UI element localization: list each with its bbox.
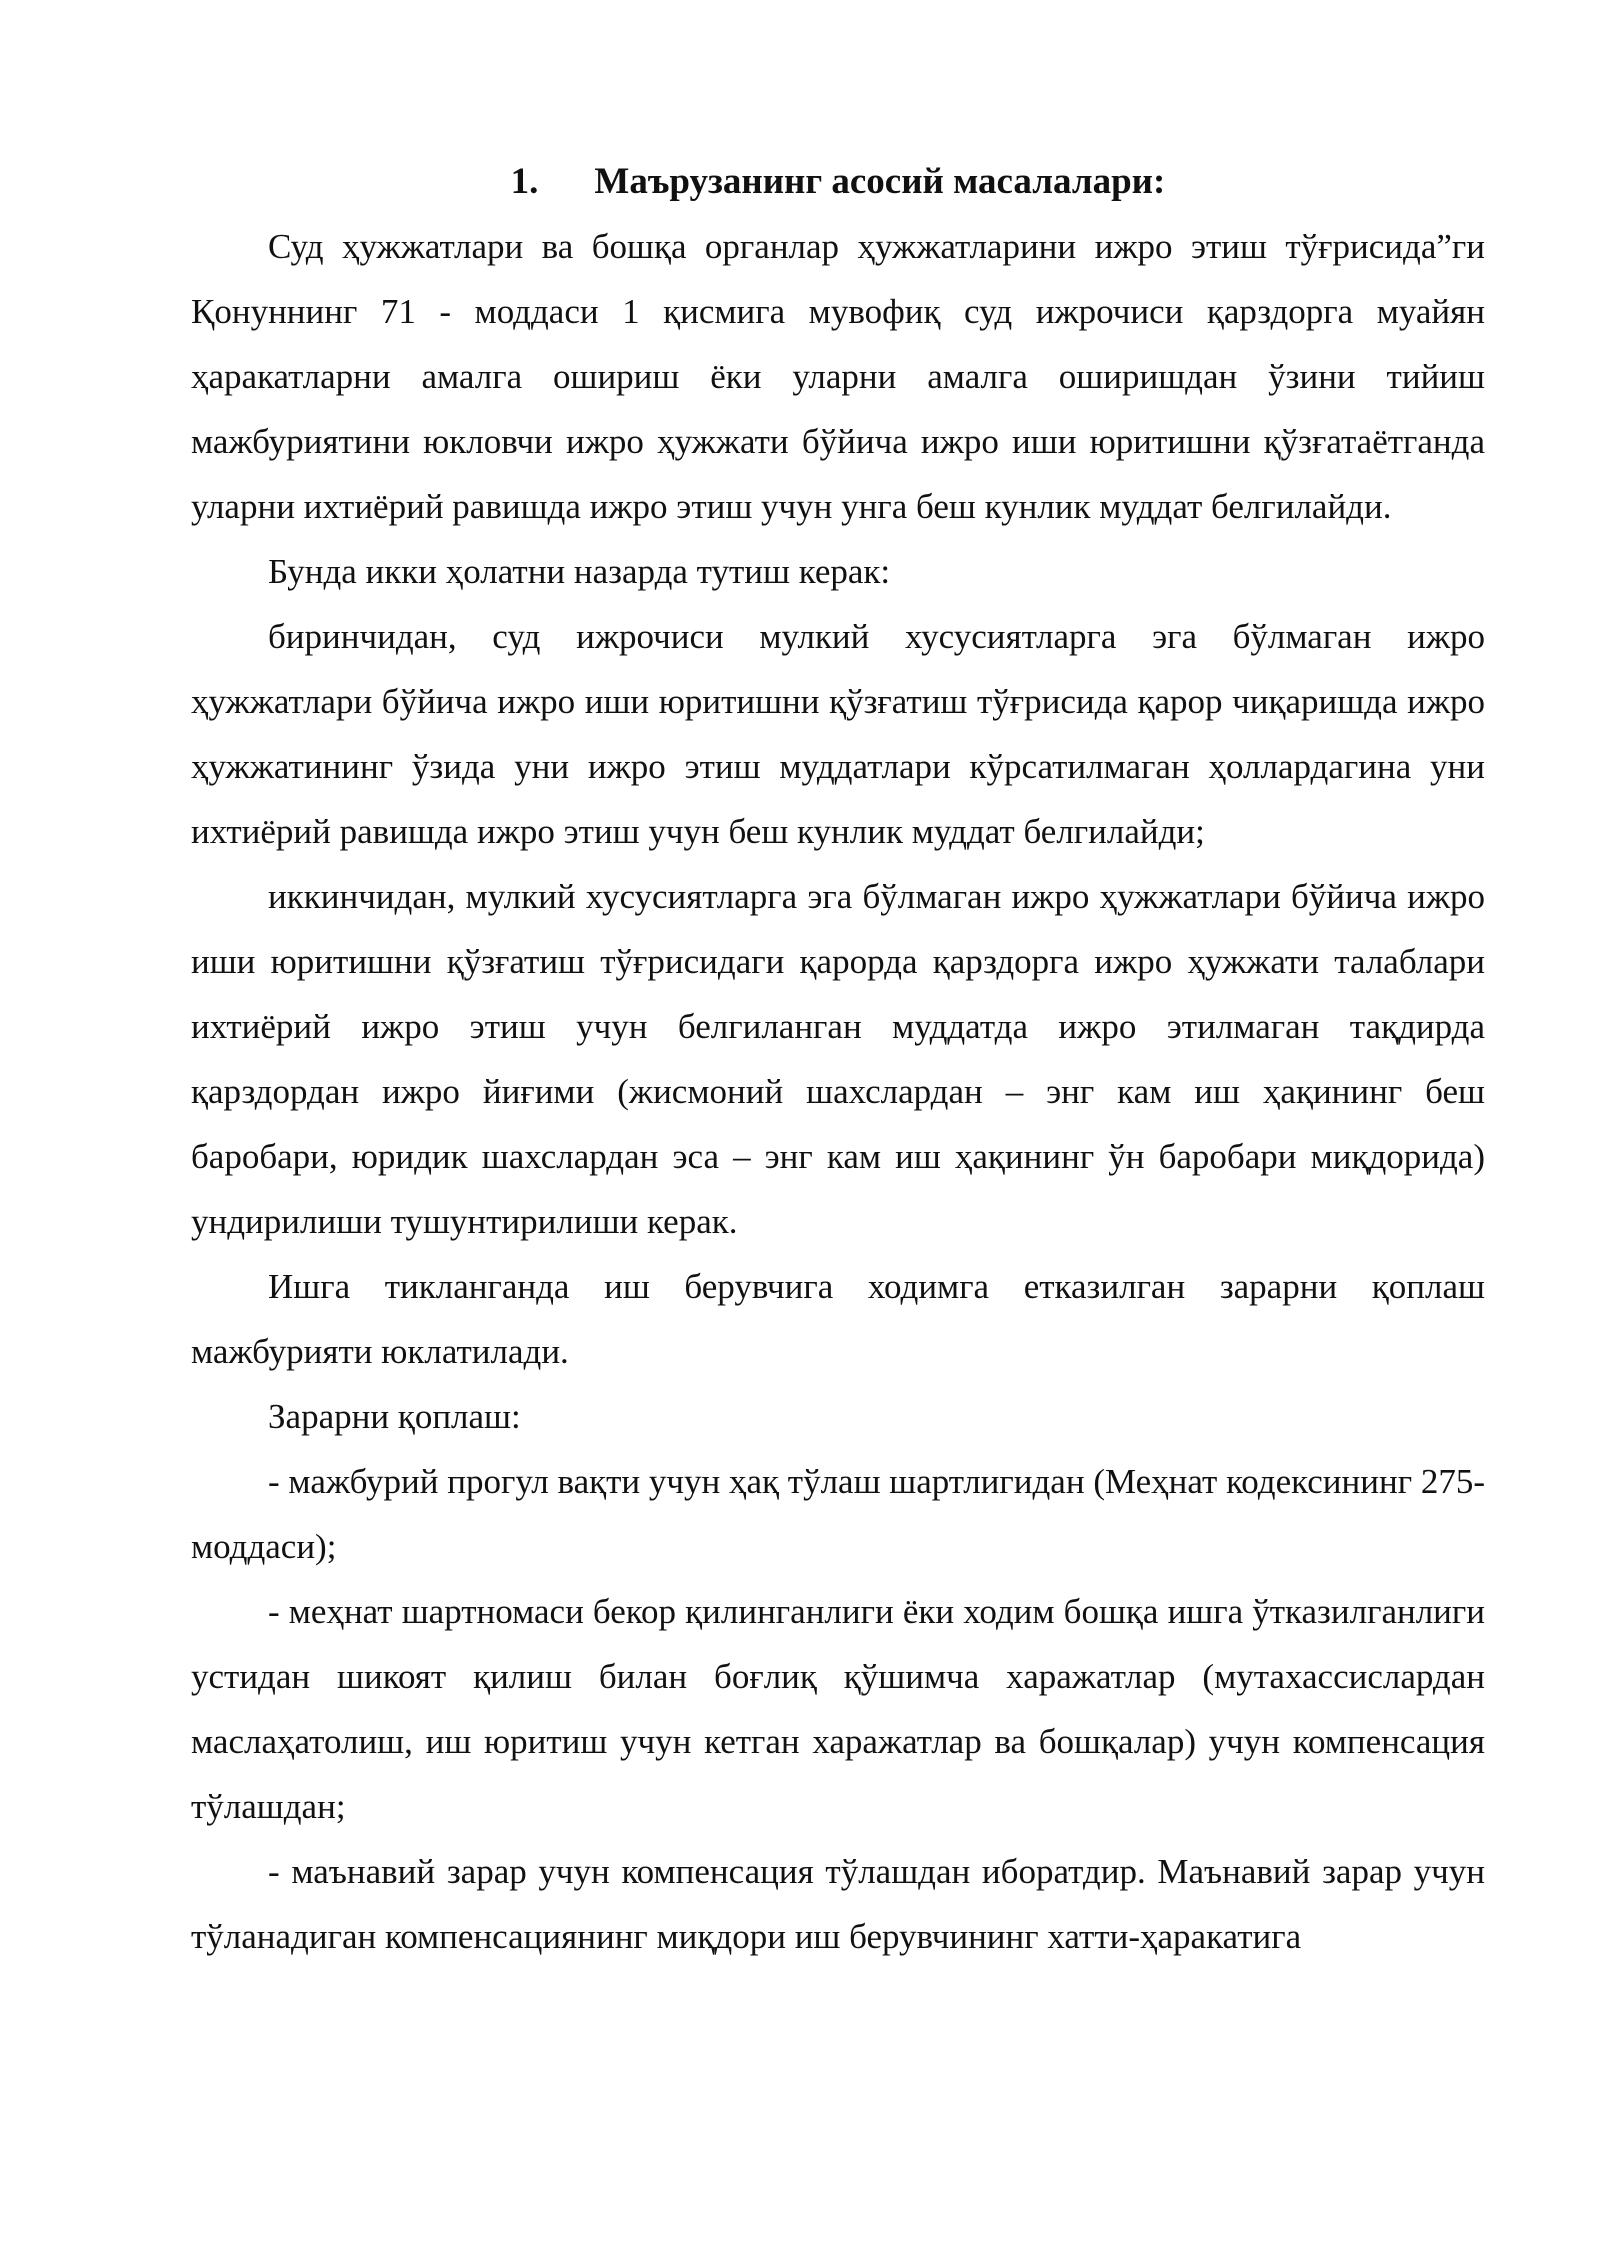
paragraph-law-article: Суд ҳужжатлари ва бошқа органлар ҳужжатларини ижро этиш тўғрисида”ги Қонуннинг 71 - моддаси 1 қисмига мувофиқ суд ижрочиси қарздорга муайян ҳаракатларни амалга ошириш ёки уларни амалга оширишдан ўзини тийиш мажбуриятини юкловчи ижро ҳужжати бўйича ижро иши юритишни қўзғатаётганда уларни ихтиёрий равишда ижро этиш учун унга беш кунлик муддат белгилайди. [191, 227, 1485, 526]
paragraph-secondly: иккинчидан, мулкий хусусиятларга эга бўлмаган ижро ҳужжатлари бўйича ижро иши юритишни қўзғатиш тўғрисидаги қарорда қарздорга ижро ҳужжати талаблари ихтиёрий ижро этиш учун белгиланган муддатда ижро этилмаган тақдирда қарздордан ижро йиғими (жисмоний шахслардан – энг кам иш ҳақининг беш баробари, юридик шахслардан эса – энг кам иш ҳақининг ўн баробари миқдорида) ундирилиши тушунтирилиши керак. [191, 877, 1485, 1241]
list-item-additional-expenses: - меҳнат шартномаси бекор қилинганлиги ёки ходим бошқа ишга ўтказилганлиги устидан шикоят қилиш билан боғлиқ қўшимча харажатлар (мутахассислардан маслаҳатолиш, иш юритиш учун кетган харажатлар ва бошқалар) учун компенсация тўлашдан; [191, 1592, 1485, 1826]
section-number: 1. [510, 161, 539, 202]
paragraph-firstly: биринчидан, суд ижрочиси мулкий хусусиятларга эга бўлмаган ижро ҳужжатлари бўйича ижро иши юритишни қўзғатиш тўғрисида қарор чиқаришда ижро ҳужжатининг ўзида уни ижро этиш муддатлари кўрсатилмаган ҳоллардагина уни ихтиёрий равишда ижро этиш учун беш кунлик муддат белгилайди; [191, 617, 1485, 851]
paragraph-reinstatement: Ишга тикланганда иш берувчига ходимга етказилган зарарни қоплаш мажбурияти юклатилади. [191, 1267, 1485, 1371]
section-title: Маърузанинг асосий масалалари: [594, 161, 1166, 202]
paragraph-two-conditions: Бунда икки ҳолатни назарда тутиш керак: [268, 552, 891, 591]
section-heading [191, 150, 1485, 214]
list-item-forced-absence: - мажбурий прогул вақти учун ҳақ тўлаш шартлигидан (Меҳнат кодексининг 275-моддаси); [191, 1462, 1485, 1566]
paragraph-compensation-intro: Зарарни қоплаш: [268, 1397, 521, 1436]
list-item-moral-damage: - маънавий зарар учун компенсация тўлашдан иборатдир. Маънавий зарар учун тўланадиган компенсациянинг миқдори иш берувчининг хатти-ҳаракатига [191, 1852, 1485, 1956]
document-page [191, 150, 1485, 1969]
